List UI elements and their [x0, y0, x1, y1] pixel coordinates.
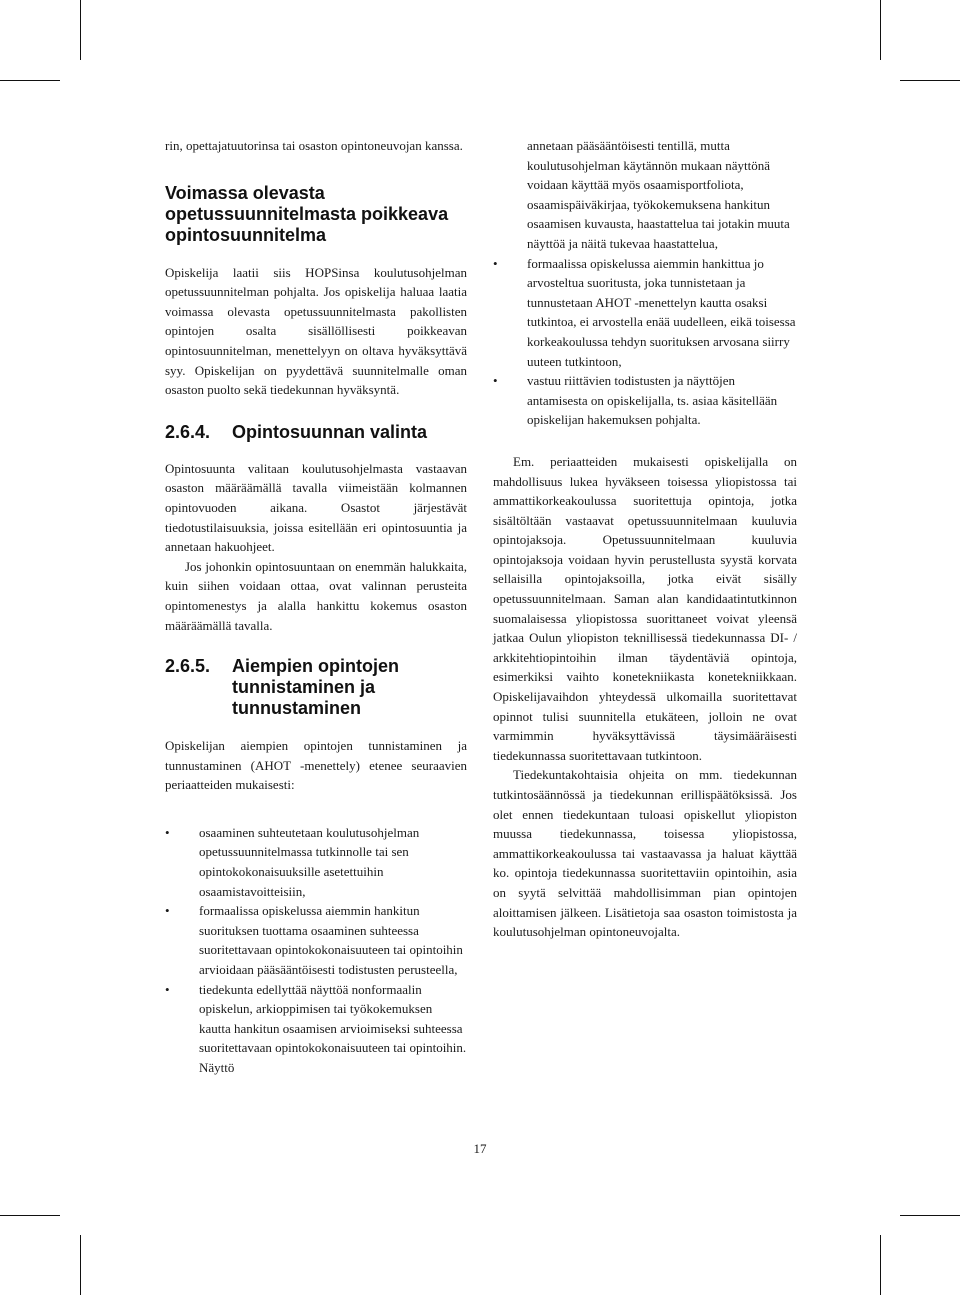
section-264-title: Opintosuunnan valinta [232, 421, 428, 442]
crop-mark-top-right-h [900, 80, 960, 81]
page-number: 17 [473, 1141, 487, 1156]
list-item: • tiedekunta edellyttää näyttöä nonformaalin opiskelun, arkioppimisen tai työkokemuksen kautta hankitun osaamisen arvioimiseksi suhteessa suoritettavaan opintokokonaisuuteen tai opintoihin. Näyttö [165, 981, 467, 1075]
list-item-continuation: annetaan pääsääntöisesti tentillä, mutta koulutusohjelman käytännön mukaan näyttönä voidaan käyttää myös osaamisportfoliota, osaamispäiväkirjaa, työkokemuksena hankitun osaamisen kuvausta, haastattelua tai jotakin muuta näyttöä ja näitä tukevaa haastattelua, [527, 138, 790, 251]
bullet-icon: • [165, 981, 170, 997]
list-item: • osaaminen suhteutetaan koulutusohjelman opetussuunnitelmassa tutkinnolle tai sen opintokokonaisuuksille asetettuihin osaamistavoitteisiin, [165, 824, 420, 899]
section-264-number: 2.6.4. [165, 421, 211, 442]
bullet-icon: • [493, 373, 498, 389]
crop-mark-bottom-left-v [80, 1235, 81, 1295]
paragraph-credit-transfer: Em. periaatteiden mukaisesti opiskelijalla on mahdollisuus lukea hyväkseen toisessa yliopistossa tai ammattikorkeakoulussa suoritettuja opintoja, jotka sisältöltään vastaavat opetussuunnitelmaan kuuluvia opintojaksoja. Opetussuunnitelmaan kuuluvia opintojaksoja voidaan hyvin perustellusta syystä korvata sellaisilla opintojaksoilla, jotka eivät sisälly opetussuunnitelmaan. Saman alan kandidaatintutkinnon suomalaisessa yliopistossa suorittaneet voivat yleensä jatkaa Oulun yliopiston teknillisessä tiedekunnassa DI- / arkkitehtiopintoihin ilman täydentäviä opintoja, esimerkiksi vaihto konetekniikasta konetekniikkaan. Opiskelijavaihdon yhteydessä ulkomailla suoritettavat opinnot tulisi suunnitella etukäteen, jolloin ne ovat varmimmin hyväksyttävissä täysimääräisesti tiedekunnassa suoritettavaan tutkintoon. [493, 453, 797, 763]
list-item: • vastuu riittävien todistusten ja näyttöjen antamisesta on opiskelijalla, ts. asiaa käsitellään opiskelijan hakemuksen pohjalta. [493, 373, 778, 428]
bullet-icon: • [493, 255, 498, 271]
crop-mark-bottom-right-h [900, 1215, 960, 1216]
crop-mark-top-left-h [0, 80, 60, 81]
heading-deviating-plan: Voimassa olevasta opetussuunnitelmasta poikkeava opintosuunnitelma [165, 182, 449, 245]
left-column [165, 136, 467, 1078]
ahot-principles-list-continued [493, 136, 797, 430]
section-265-number: 2.6.5. [165, 656, 211, 677]
crop-mark-bottom-left-h [0, 1215, 60, 1216]
paragraph-264-1: Opintosuunta valitaan koulutusohjelmasta vastaavan osaston määräämällä tavalla viimeistään kolmannen opintovuoden aikana. Osastot järjestävät tiedotustilaisuuksia, joissa esitellään eri opintosuuntia ja annetaan hakuohjeet. [165, 460, 467, 555]
crop-mark-top-left-v [80, 0, 81, 60]
list-item: • formaalissa opiskelussa aiemmin hankittua jo arvosteltua suoritusta, joka tunnistetaan ja tunnustetaan AHOT -menettelyn kautta osaksi tutkintoa, ei arvostella enää uudelleen, eikä toisessa korkeakoulussa tehdyn suorituksen arvosana siirry uuteen tutkintoon, [493, 255, 796, 369]
right-column [493, 136, 797, 942]
intro-text: rin, opettajatuutorinsa tai osaston opintoneuvojan kanssa. [165, 138, 463, 153]
section-265-title: Aiempien opintojen tunnistaminen ja tunnustaminen [232, 656, 400, 719]
paragraph-faculty-guidance: Tiedekuntakohtaisia ohjeita on mm. tiedekunnan tutkintosäännössä ja tiedekunnan erillispäätöksissä. Jos olet ennen tiedekuntaan tuloasi opiskellut yliopiston muussa tiedekunnassa, toisessa yliopistossa, ammattikorkeakoulussa tai vastaavassa ja haluat käyttää ko. opintoja tiedekunnassa suoritettaviin opintoihin, asia on syytä selvittää mahdollisimman pian opintojen aloittamisen jälkeen. Lisätietoja saa osaston toimistosta ja koulutusohjelman opintoneuvojalta. [493, 767, 797, 940]
bullet-icon: • [165, 824, 170, 840]
list-item: • formaalissa opiskelussa aiemmin hankitun suorituksen tuottama osaaminen suhteessa suoritettavaan opintokokonaisuuteen tai opintoihin arvioidaan pääsääntöisesti todistusten perusteella, [165, 903, 463, 978]
section-265-heading [165, 656, 467, 719]
paragraph-264-2: Jos johonkin opintosuuntaan on enemmän halukkaita, kuin siihen voidaan ottaa, ovat valinnan perusteita opintomenestys ja alalla hankittu kokemus osaston määräämällä tavalla. [165, 558, 467, 633]
section-264-heading [165, 422, 467, 443]
bullet-icon: • [165, 903, 170, 919]
crop-mark-top-right-v [880, 0, 881, 60]
crop-mark-bottom-right-v [880, 1235, 881, 1295]
ahot-principles-list [165, 823, 467, 1078]
paragraph-deviating-plan: Opiskelija laatii siis HOPSinsa koulutusohjelman opetussuunnitelman pohjalta. Jos opiskelija haluaa laatia voimassa olevasta opetussuunnitelmasta pakollisten opintojen osalta sisällöllisesti poikkeavan opintosuunnitelman, menettelyyn on oltava hyväksyttävä syy. Opiskelijan on pyydettävä suunnitelmalle oman osaston puolto sekä tiedekunnan hyväksyntä. [165, 264, 467, 398]
paragraph-265: Opiskelijan aiempien opintojen tunnistaminen ja tunnustaminen (AHOT -menettely) etenee seuraavien periaatteiden mukaisesti: [165, 738, 467, 793]
